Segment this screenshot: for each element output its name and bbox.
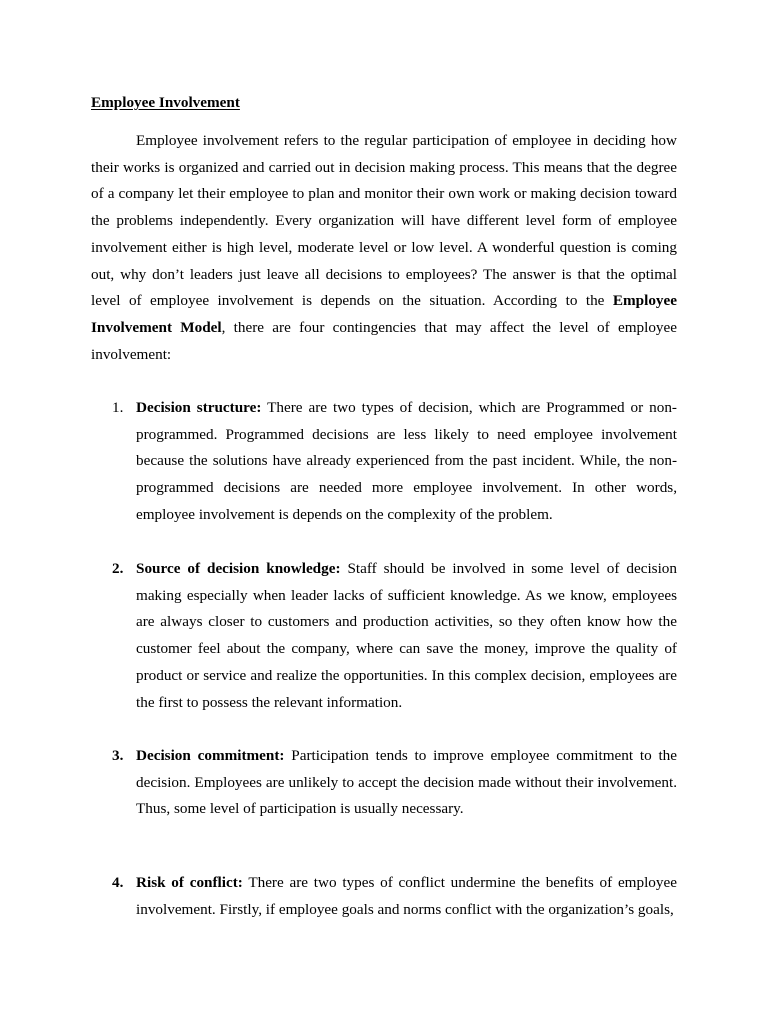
- list-item-number: 2.: [112, 560, 124, 577]
- list-item-title: Risk of conflict:: [136, 874, 243, 891]
- intro-text-end: , there are four contingencies that may affect the level of employee involvement:: [91, 318, 677, 363]
- intro-text-start: Employee involvement refers to the regular participation of employee in deciding how their works is organized and carried out in decision making process. This means that the degree of a company let their employee to plan and monitor their own work or making decision toward the problems independently. Every organization will have different level form of employee involvement either is high level, moderate level or low level. A wonderful question is coming out, why don’t leaders just leave all decisions to employees? The answer is that the optimal level of employee involvement is depends on the situation. According to the: [91, 132, 677, 310]
- intro-bold-term: Employee Involvement Model: [91, 292, 677, 336]
- list-item-number: 3.: [112, 747, 124, 764]
- document-heading: Employee Involvement: [91, 94, 240, 111]
- list-item-number: 1.: [112, 399, 124, 416]
- list-item-text: Participation tends to improve employee commitment to the decision. Employees are unlikely to accept the decision made without their involvement. Thus, some level of participation is usually necessary.: [136, 747, 677, 818]
- list-item-text: There are two types of decision, which are Programmed or non-programmed. Programmed decisions are less likely to need employee involvement because the solutions have already experienced from the past incident. While, the non-programmed decisions are needed more employee involvement. In other words, employee involvement is depends on the complexity of the problem.: [136, 399, 677, 523]
- list-item-decision-commitment: [112, 743, 677, 823]
- list-item-number: 4.: [112, 874, 124, 891]
- list-item-title: Source of decision knowledge:: [136, 560, 341, 577]
- list-item-text: There are two types of conflict undermine the benefits of employee involvement. Firstly, if employee goals and norms conflict with the organization’s goals,: [136, 874, 677, 918]
- list-item-decision-structure: [112, 395, 677, 529]
- list-item-title: Decision structure:: [136, 399, 262, 416]
- list-item-source-of-decision-knowledge: [112, 556, 677, 716]
- list-item-risk-of-conflict: [112, 870, 677, 923]
- intro-paragraph: [91, 128, 677, 368]
- list-item-text: Staff should be involved in some level of decision making especially when leader lacks of sufficient knowledge. As we know, employees are always closer to customers and production activities, so they often know how the customer feel about the company, where can save the money, improve the quality of product or service and realize the opportunities. In this complex decision, employees are the first to possess the relevant information.: [136, 560, 677, 711]
- list-item-title: Decision commitment:: [136, 747, 285, 764]
